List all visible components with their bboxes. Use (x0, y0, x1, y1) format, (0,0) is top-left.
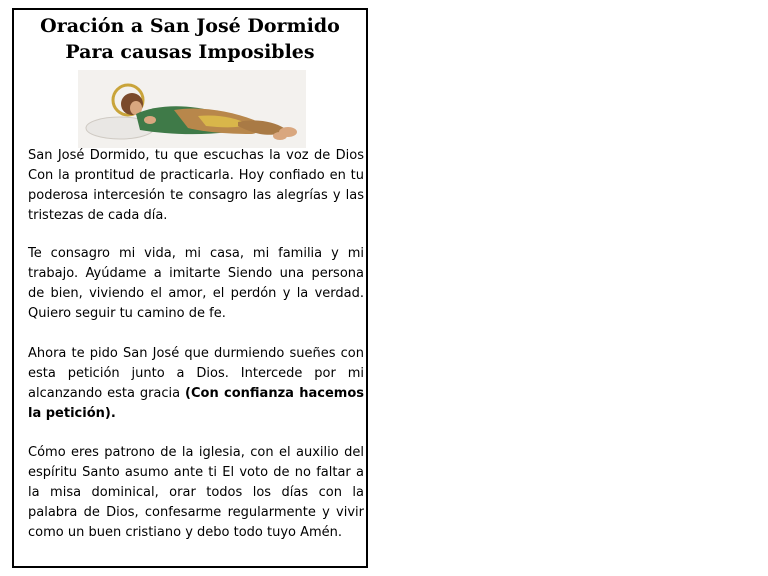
prayer-card (12, 8, 368, 568)
prayer-paragraph-3-text: Ahora te pido San José que durmiendo sueñes con esta petición junto a Dios. Intercede por mi alcanzando esta gracia (28, 346, 364, 401)
sleeping-saint-illustration (78, 70, 306, 148)
sleeping-saint-icon (78, 70, 306, 148)
card-subtitle: Para causas Imposibles (65, 41, 315, 63)
prayer-paragraph-1: San José Dormido, tu que escuchas la voz de Dios Con la prontitud de practicarla. Hoy confiado en tu poderosa intercesión te consagro las alegrías y las tristezas de cada día. (28, 148, 364, 223)
prayer-paragraph-2: Te consagro mi vida, mi casa, mi familia y mi trabajo. Ayúdame a imitarte Siendo una persona de bien, viviendo el amor, el perdón y la verdad. Quiero seguir tu camino de fe. (28, 246, 364, 321)
prayer-paragraph-3 (28, 344, 364, 424)
prayer-paragraph-4: Cómo eres patrono de la iglesia, con el auxilio del espíritu Santo asumo ante ti El voto de no faltar a la misa dominical, orar todos los días con la palabra de Dios, confesarme regularmente y vivir como un buen cristiano y debo todo tuyo Amén. (28, 445, 364, 540)
card-title: Oración a San José Dormido (40, 15, 340, 37)
prayer-petition-bold: (Con confianza hacemos la petición). (28, 386, 364, 421)
